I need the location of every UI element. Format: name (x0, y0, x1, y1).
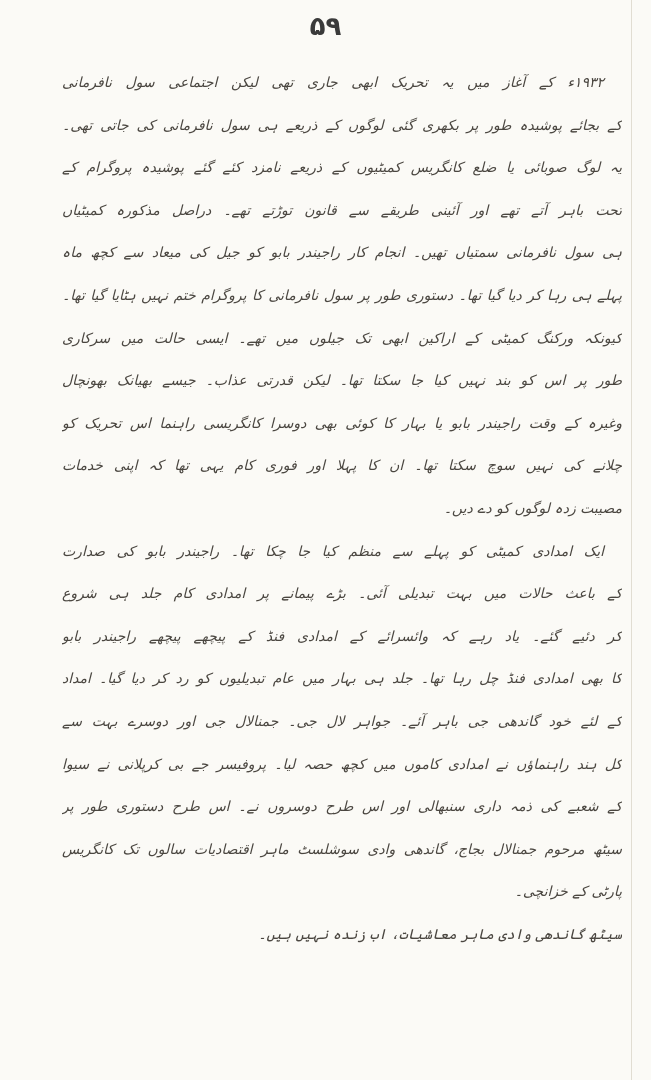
text-line: مصیبت زدہ لوگوں کو دے دیں۔ (443, 500, 622, 517)
page-edge-divider (631, 0, 632, 1080)
text-line: سیٹھ مرحوم جمنالال بجاج، گاندھی وادی سوشلسٹ ماہر اقتصادیات سالوں تک کانگریس (62, 841, 622, 858)
text-line: ہی سول نافرمانی سمتیاں تھیں۔ انجام کار راجیندر بابو کو جیل کی میعاد سے کچھ ماہ (62, 245, 622, 262)
text-line: چلانے کی نہیں سوچ سکتا تھا۔ ان کا پہلا اور فوری کام یہی تھا کہ اپنی خدمات (62, 458, 622, 475)
text-line: طور پر اس کو بند نہیں کیا جا سکتا تھا۔ لیکن قدرتی عذاب۔ جیسے بھیانک بھونچال (62, 373, 622, 390)
text-line: کے باعث حالات میں بہت تبدیلی آئی۔ بڑے پیمانے پر امدادی کام جلد ہی شروع (62, 586, 622, 603)
text-line: ۱۹۳۲ء کے آغاز میں یہ تحریک ابھی جاری تھی لیکن اجتماعی سول نافرمانی (62, 75, 604, 91)
text-line: یہ لوگ صوبائی یا ضلع کانگریس کمیٹیوں کے ذریعے نامزد کئے گئے پوشیدہ پروگرام کے (62, 160, 622, 177)
text-line: تحت باہر آتے تھے اور آئینی طریقے سے قانون توڑتے تھے۔ دراصل مذکورہ کمیٹیاں (62, 202, 622, 219)
text-line: کے شعبے کی ذمہ داری سنبھالی اور اس طرح دوسروں نے۔ اس طرح دستوری طور پر (62, 799, 622, 816)
text-line: کا بھی امدادی فنڈ چل رہا تھا۔ جلد ہی بہار میں عام تبدیلیوں کو رد کر دیا گیا۔ امداد (62, 671, 622, 688)
text-line: کے بجائے پوشیدہ طور پر بکھری گئی لوگوں کے ذریعے ہی سول نافرمانی کی جاتی تھی۔ (62, 117, 622, 134)
footnote-line: سیٹھ گاندھی وادی ماہر معاشیات، اب زندہ نہیں ہیں۔ (258, 926, 622, 943)
text-line: کیونکہ ورکنگ کمیٹی کے اراکین ابھی تک جیلوں میں تھے۔ ایسی حالت میں سرکاری (62, 330, 622, 347)
text-line: پارٹی کے خزانچی۔ (514, 884, 622, 901)
text-line: ایک امدادی کمیٹی کو پہلے سے منظم کیا جا چکا تھا۔ راجیندر بابو کی صدارت (62, 543, 604, 560)
page-number: ۵۹ (309, 12, 342, 42)
text-line: کے لئے خود گاندھی جی باہر آئے۔ جواہر لال جی۔ جمنالال جی اور دوسرے بہت سے (62, 713, 622, 730)
text-line: کر دئیے گئے۔ یاد رہے کہ وائسرائے کے امدادی فنڈ کے پیچھے پیچھے راجیندر بابو (62, 628, 622, 645)
text-line: پہلے ہی رہا کر دیا گیا تھا۔ دستوری طور پر سول نافرمانی کا پروگرام ختم نہیں ہٹایا گیا تھا۔ (62, 287, 622, 304)
page-body-text (62, 62, 622, 956)
text-line: کل ہند راہنماؤں نے امدادی کاموں میں کچھ حصہ لیا۔ پروفیسر جے بی کرپلانی نے سیوا (62, 756, 622, 773)
text-line: وغیرہ کے وقت راجیندر بابو یا بہار کا کوئی بھی دوسرا کانگریسی راہنما اس تحریک کو (62, 415, 622, 432)
